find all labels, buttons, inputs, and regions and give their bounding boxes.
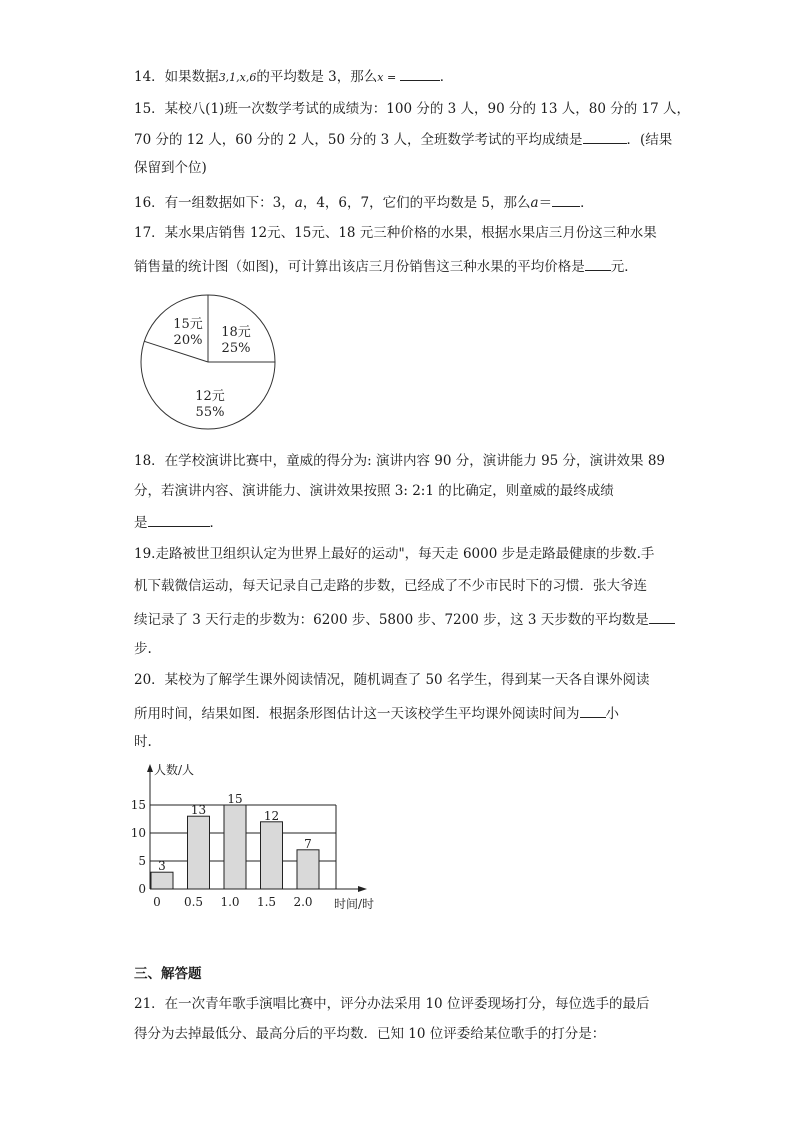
q16-mid: ，4，6，7，它们的平均数是 5，那么 bbox=[302, 195, 531, 211]
pie-slice-percent: 55% bbox=[195, 405, 225, 420]
bar-value-label: 15 bbox=[227, 792, 243, 806]
bar-chart bbox=[128, 758, 388, 916]
q14-mid: 的平均数是 3，那么 bbox=[256, 69, 378, 85]
pie-slice-label: 15元 bbox=[173, 317, 203, 332]
pie-chart bbox=[138, 292, 288, 432]
q18-line3-end: ． bbox=[209, 515, 223, 531]
q15-line2 bbox=[134, 129, 672, 149]
q15-line3: 保留到个位) bbox=[134, 160, 207, 176]
q14-equals: = bbox=[383, 71, 400, 84]
q16-var-a2: a bbox=[530, 195, 539, 211]
pie-slice-label: 18元 bbox=[221, 325, 251, 340]
pie-slice-percent: 25% bbox=[221, 341, 251, 356]
x-tick-label: 0 bbox=[153, 895, 161, 909]
section-heading: 三、解答题 bbox=[134, 966, 202, 982]
pie-slice-label: 12元 bbox=[195, 389, 225, 404]
bar bbox=[151, 872, 173, 889]
q18-answer-blank[interactable] bbox=[148, 512, 210, 527]
q20-answer-blank[interactable] bbox=[580, 703, 606, 718]
q16-end: ． bbox=[580, 195, 594, 211]
q14-prefix: 14．如果数据 bbox=[134, 69, 219, 85]
bar-value-label: 12 bbox=[263, 808, 280, 823]
bar-value-label: 7 bbox=[304, 836, 312, 851]
q19-line4: 步. bbox=[134, 641, 152, 657]
q16-prefix: 16．有一组数据如下：3， bbox=[134, 195, 295, 211]
q19-line3 bbox=[134, 609, 675, 629]
q19-answer-blank[interactable] bbox=[649, 609, 675, 624]
q15-line1: 15．某校八(1)班一次数学考试的成绩为：100 分的 3 人，90 分的 13 人，80 分的 17 人， bbox=[134, 101, 690, 117]
q16-var-a1: a bbox=[294, 195, 303, 211]
bar bbox=[297, 850, 319, 889]
bar-value-label: 3 bbox=[158, 859, 166, 874]
q18-line2: 分，若演讲内容、演讲能力、演讲效果按照 3: 2:1 的比确定，则童威的最终成绩 bbox=[134, 483, 614, 499]
q19-line3-text: 续记录了 3 天行走的步数为：6200 步、5800 步、7200 步，这 3 天步数的平均数是 bbox=[134, 612, 649, 628]
bar bbox=[224, 805, 246, 889]
question-16 bbox=[134, 192, 594, 212]
q21-line2: 得分为去掉最低分、最高分后的平均数．已知 10 位评委给某位歌手的打分是： bbox=[134, 1026, 606, 1042]
q17-answer-blank[interactable] bbox=[585, 256, 611, 271]
q14-data-set: 3,1,x,6 bbox=[218, 71, 257, 84]
x-tick-label: 2.0 bbox=[293, 895, 313, 909]
q19-line1: 19.走路被世卫组织认定为世界上最好的运动"，每天走 6000 步是走路最健康的步数.手 bbox=[134, 546, 655, 562]
q20-line2-text: 所用时间，结果如图．根据条形图估计这一天该校学生平均课外阅读时间为 bbox=[134, 706, 580, 722]
bar-value-label: 13 bbox=[190, 803, 207, 818]
question-14 bbox=[134, 66, 453, 87]
y-axis-title: 人数/人 bbox=[154, 763, 195, 777]
q17-line2-end: 元． bbox=[610, 259, 638, 275]
q17-line1: 17．某水果店销售 12元、15元、18 元三种价格的水果，根据水果店三月份这三种水果 bbox=[134, 225, 657, 241]
q14-end: ． bbox=[439, 69, 454, 85]
q18-line3-start: 是 bbox=[134, 515, 148, 531]
q21-line1: 21．在一次青年歌手演唱比赛中，评分办法采用 10 位评委现场打分，每位选手的最后 bbox=[134, 996, 650, 1012]
x-tick-label: 1.5 bbox=[256, 895, 277, 909]
q17-line2 bbox=[134, 256, 638, 276]
q19-line2: 机下载微信运动，每天记录自己走路的步数，已经成了不少市民时下的习惯．张大爷连 bbox=[134, 578, 647, 594]
q18-line3 bbox=[134, 512, 223, 532]
q17-line2-text: 销售量的统计图（如图)，可计算出该店三月份销售这三种水果的平均价格是 bbox=[134, 259, 585, 275]
y-tick-label: 15 bbox=[130, 798, 146, 812]
y-tick-label: 5 bbox=[138, 854, 146, 868]
q14-answer-blank[interactable] bbox=[400, 66, 440, 81]
pie-slice-percent: 20% bbox=[173, 333, 203, 348]
q20-line1: 20．某校为了解学生课外阅读情况，随机调查了 50 名学生，得到某一天各自课外阅读 bbox=[134, 672, 650, 688]
bar bbox=[261, 822, 283, 889]
q20-line3: 时. bbox=[134, 734, 152, 750]
x-axis-title: 时间/时 bbox=[334, 897, 375, 911]
q18-line1: 18．在学校演讲比赛中，童威的得分为: 演讲内容 90 分，演讲能力 95 分，演讲效果 89 bbox=[134, 453, 666, 469]
q14-variable: x bbox=[377, 71, 384, 84]
x-tick-label: 0.5 bbox=[183, 895, 204, 909]
q15-line2-end: ．(结果 bbox=[626, 132, 673, 148]
x-axis-arrow bbox=[358, 886, 367, 892]
q15-answer-blank[interactable] bbox=[583, 129, 627, 144]
q16-eq: ＝ bbox=[538, 195, 553, 211]
y-tick-label: 0 bbox=[138, 882, 146, 896]
x-tick-label: 1.0 bbox=[220, 895, 240, 909]
q20-line2-end: 小 bbox=[605, 706, 619, 722]
q16-answer-blank[interactable] bbox=[552, 192, 580, 207]
y-tick-label: 10 bbox=[130, 826, 146, 840]
q20-line2 bbox=[134, 703, 619, 723]
y-axis-arrow bbox=[147, 764, 153, 772]
q15-line2-text: 70 分的 12 人，60 分的 2 人，50 分的 3 人，全班数学考试的平均成绩是 bbox=[134, 132, 583, 148]
bar bbox=[188, 816, 210, 889]
